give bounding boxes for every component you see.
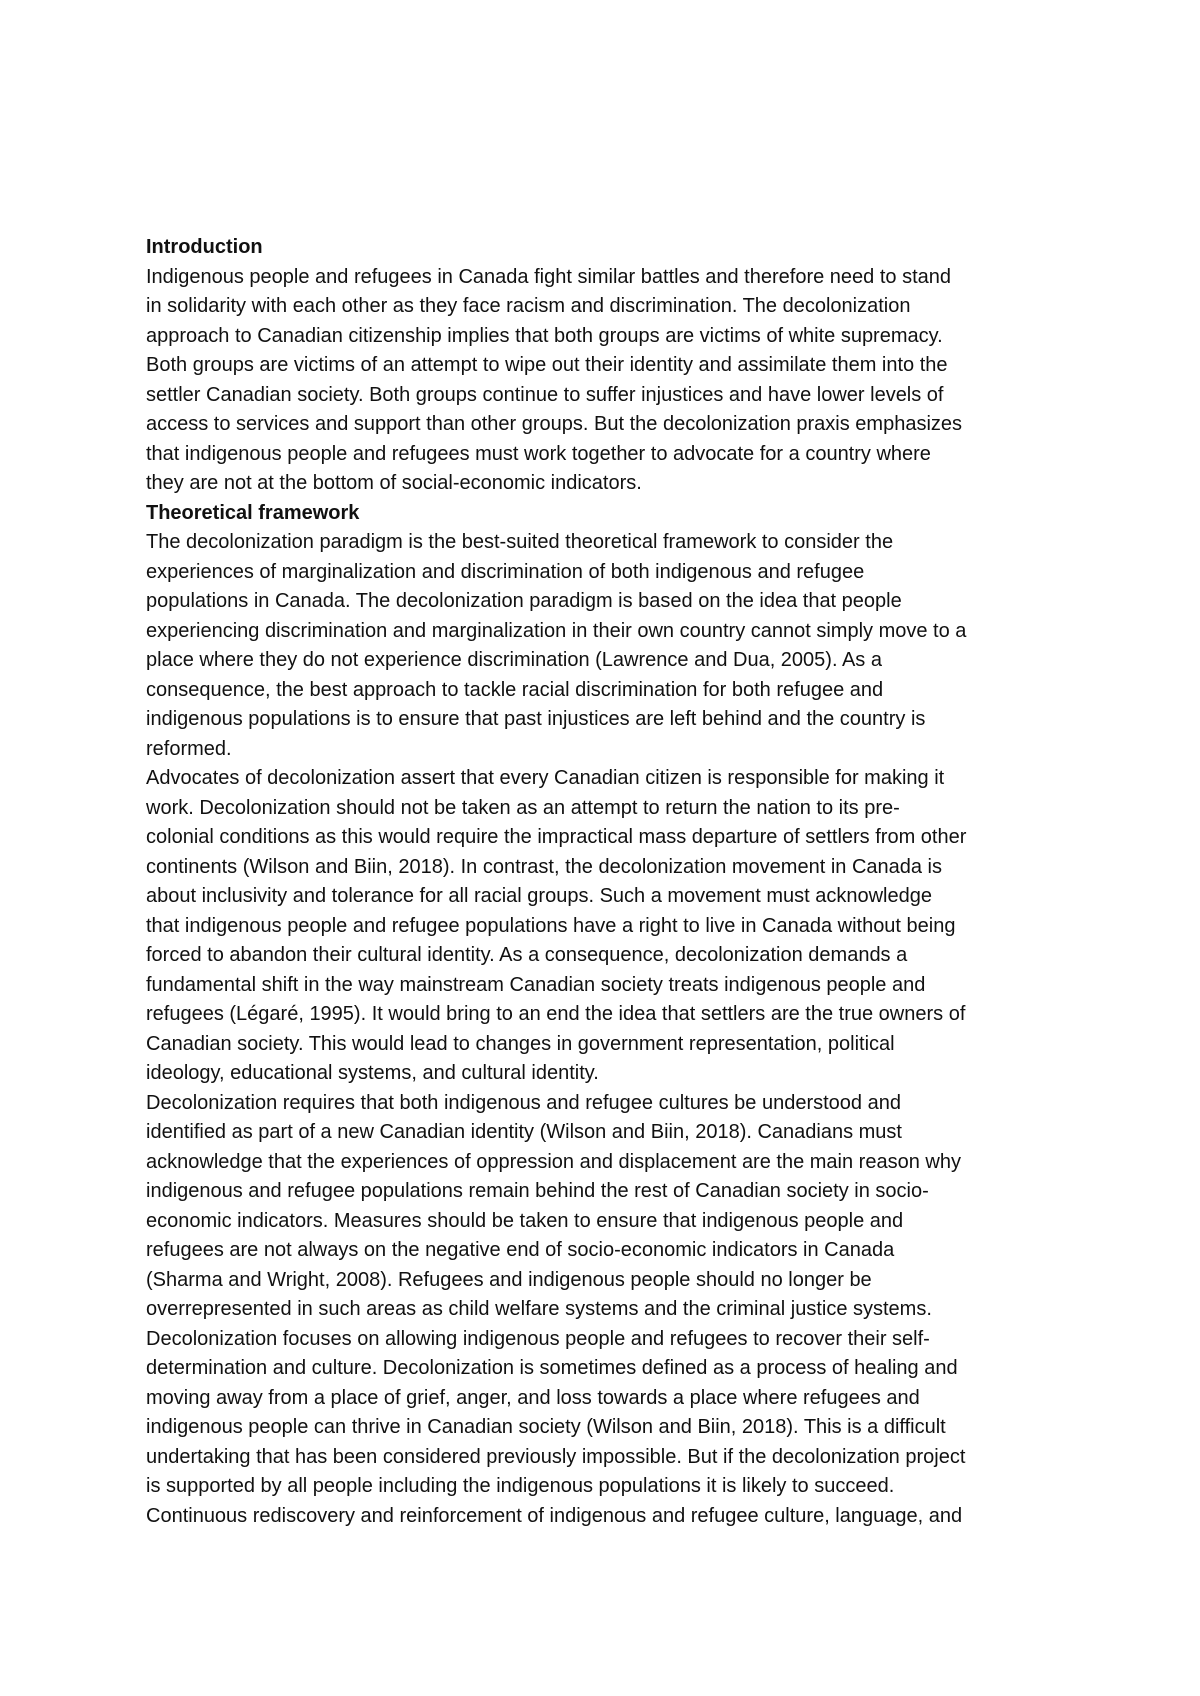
text-line: refugees (Légaré, 1995). It would bring to an end the idea that settlers are the true owners of <box>146 1003 966 1025</box>
paragraph-framework-2 <box>146 764 1076 1089</box>
text-line: identified as part of a new Canadian identity (Wilson and Biin, 2018). Canadians must <box>146 1121 902 1143</box>
section-theoretical-framework <box>146 499 1076 1532</box>
text-line: experiences of marginalization and discrimination of both indigenous and refugee <box>146 560 865 583</box>
text-line: ideology, educational systems, and cultural identity. <box>146 1062 599 1084</box>
text-line: overrepresented in such areas as child welfare systems and the criminal justice systems. <box>146 1298 932 1320</box>
text-line: indigenous people can thrive in Canadian society (Wilson and Biin, 2018). This is a difficult <box>146 1416 946 1438</box>
text-line: experiencing discrimination and marginalization in their own country cannot simply move to a <box>146 619 967 642</box>
text-line: in solidarity with each other as they face racism and discrimination. The decolonization <box>146 295 911 317</box>
text-line: indigenous populations is to ensure that past injustices are left behind and the country is <box>146 708 926 730</box>
text-line: Both groups are victims of an attempt to wipe out their identity and assimilate them into the <box>146 354 948 376</box>
text-line: that indigenous people and refugee populations have a right to live in Canada without being <box>146 914 956 937</box>
text-line: approach to Canadian citizenship implies that both groups are victims of white supremacy. <box>146 324 943 347</box>
text-line: indigenous and refugee populations remain behind the rest of Canadian society in socio- <box>146 1180 929 1202</box>
paragraph-framework-3 <box>146 1089 1076 1532</box>
text-line: they are not at the bottom of social-economic indicators. <box>146 472 642 494</box>
text-line: place where they do not experience discrimination (Lawrence and Dua, 2005). As a <box>146 649 882 671</box>
text-line: access to services and support than other groups. But the decolonization praxis emphasizes <box>146 413 963 435</box>
text-line: Decolonization requires that both indigenous and refugee cultures be understood and <box>146 1091 901 1114</box>
text-line: about inclusivity and tolerance for all racial groups. Such a movement must acknowledge <box>146 885 932 907</box>
text-line: forced to abandon their cultural identity. As a consequence, decolonization demands a <box>146 944 908 966</box>
section-introduction <box>146 233 1076 499</box>
text-line: that indigenous people and refugees must work together to advocate for a country where <box>146 442 931 465</box>
text-line: Decolonization focuses on allowing indigenous people and refugees to recover their self- <box>146 1327 930 1350</box>
text-line: acknowledge that the experiences of oppression and displacement are the main reason why <box>146 1150 961 1173</box>
text-line: colonial conditions as this would require the impractical mass departure of settlers from other <box>146 826 967 848</box>
text-line: Canadian society. This would lead to changes in government representation, political <box>146 1032 895 1055</box>
paragraph-introduction <box>146 263 1076 499</box>
text-line: fundamental shift in the way mainstream Canadian society treats indigenous people and <box>146 973 926 996</box>
section-heading-theoretical-framework: Theoretical framework <box>146 501 360 524</box>
text-line: moving away from a place of grief, anger, and loss towards a place where refugees and <box>146 1386 920 1409</box>
text-line: Continuous rediscovery and reinforcement of indigenous and refugee culture, language, and <box>146 1504 963 1527</box>
text-line: Indigenous people and refugees in Canada fight similar battles and therefore need to stand <box>146 265 951 288</box>
document-body <box>146 233 1076 1531</box>
text-line: consequence, the best approach to tackle racial discrimination for both refugee and <box>146 678 884 701</box>
text-line: (Sharma and Wright, 2008). Refugees and indigenous people should no longer be <box>146 1268 872 1291</box>
text-line: The decolonization paradigm is the best-suited theoretical framework to consider the <box>146 531 894 553</box>
section-heading-introduction: Introduction <box>146 236 263 258</box>
text-line: undertaking that has been considered previously impossible. But if the decolonization project <box>146 1445 966 1468</box>
text-line: refugees are not always on the negative end of socio-economic indicators in Canada <box>146 1239 895 1261</box>
text-line: settler Canadian society. Both groups continue to suffer injustices and have lower levels of <box>146 383 944 406</box>
text-line: economic indicators. Measures should be taken to ensure that indigenous people and <box>146 1209 904 1232</box>
text-line: Advocates of decolonization assert that every Canadian citizen is responsible for making it <box>146 767 945 789</box>
text-line: populations in Canada. The decolonization paradigm is based on the idea that people <box>146 590 902 612</box>
text-line: determination and culture. Decolonization is sometimes defined as a process of healing and <box>146 1357 958 1379</box>
text-line: reformed. <box>146 737 232 760</box>
text-line: is supported by all people including the indigenous populations it is likely to succeed. <box>146 1475 895 1497</box>
text-line: continents (Wilson and Biin, 2018). In contrast, the decolonization movement in Canada is <box>146 855 942 878</box>
paragraph-framework-1 <box>146 528 1076 764</box>
text-line: work. Decolonization should not be taken as an attempt to return the nation to its pre- <box>146 796 900 819</box>
